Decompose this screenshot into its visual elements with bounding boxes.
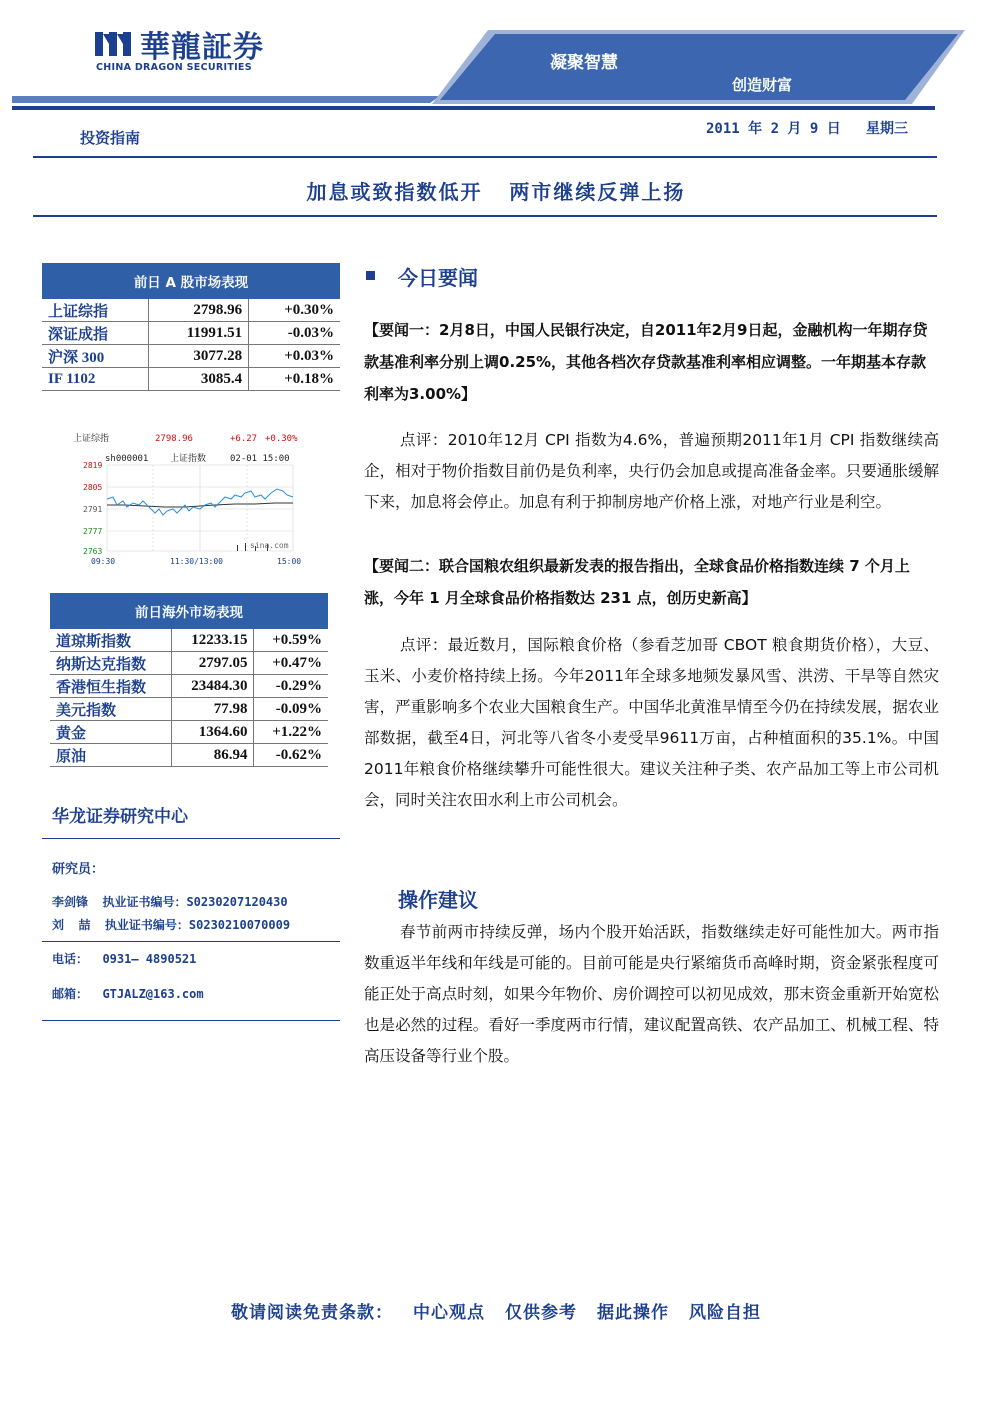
header-divider bbox=[33, 156, 937, 158]
market-change: +0.47% bbox=[254, 652, 328, 675]
table-row bbox=[50, 744, 328, 767]
market-name: 原油 bbox=[50, 744, 172, 767]
index-change: +0.03% bbox=[249, 345, 340, 368]
index-name: 沪深 300 bbox=[42, 345, 148, 368]
market-change: +0.59% bbox=[254, 629, 328, 652]
market-value: 77.98 bbox=[172, 698, 254, 721]
y-tick: 2805 bbox=[83, 483, 103, 492]
sidebar-divider bbox=[42, 838, 340, 839]
table-row bbox=[50, 675, 328, 698]
index-change: +0.18% bbox=[249, 368, 340, 391]
overseas-heading: 前日海外市场表现 bbox=[50, 593, 328, 629]
brand-name-en: CHINA DRAGON SECURITIES bbox=[96, 62, 252, 73]
y-tick: 2777 bbox=[83, 527, 103, 536]
page-title: 加息或致指数低开 两市继续反弹上扬 bbox=[306, 180, 686, 204]
y-tick: 2791 bbox=[83, 505, 103, 514]
table-row bbox=[50, 698, 328, 721]
chart-label-index: 上证综指 bbox=[73, 434, 110, 444]
news-item-1: 【要闻一：2月8日，中国人民银行决定，自2011年2月9日起，金融机构一年期存贷款基准利率分别上调0.25%，其他各档次存贷款基准利率相应调整。一年期基本存款利率为3.00%】 bbox=[364, 321, 928, 403]
email: 邮箱： GTJALZ@163.com bbox=[52, 987, 204, 1001]
index-change: -0.03% bbox=[249, 322, 340, 345]
market-name: 香港恒生指数 bbox=[50, 675, 172, 698]
section-bullet-icon bbox=[366, 271, 375, 280]
table-row bbox=[42, 368, 340, 391]
footer-part: 据此操作 bbox=[597, 1303, 669, 1323]
sidebar-divider bbox=[42, 1020, 340, 1021]
footer-part: 仅供参考 bbox=[505, 1303, 577, 1323]
x-tick: 09:30 bbox=[91, 557, 116, 566]
x-tick: 11:30/13:00 bbox=[170, 557, 223, 566]
index-value: 2798.96 bbox=[148, 299, 248, 322]
market-name: 黄金 bbox=[50, 721, 172, 744]
index-value: 3085.4 bbox=[148, 368, 248, 391]
index-value: 11991.51 bbox=[148, 322, 248, 345]
market-value: 86.94 bbox=[172, 744, 254, 767]
advice-heading: 操作建议 bbox=[398, 888, 478, 912]
researcher-2: 刘 喆 执业证书编号：S0230210070009 bbox=[52, 918, 291, 932]
market-name: 道琼斯指数 bbox=[50, 629, 172, 652]
chart-watermark: sina.com bbox=[250, 541, 289, 550]
sidebar-divider bbox=[42, 941, 340, 942]
market-change: +1.22% bbox=[254, 721, 328, 744]
overseas-table bbox=[50, 593, 328, 767]
chart-code: sh000001 bbox=[105, 454, 149, 464]
document-type: 投资指南 bbox=[80, 129, 141, 147]
footer-part: 中心观点 bbox=[413, 1303, 485, 1323]
a-share-heading: 前日 A 股市场表现 bbox=[42, 263, 340, 299]
index-value: 3077.28 bbox=[148, 345, 248, 368]
x-tick: 15:00 bbox=[277, 557, 302, 566]
dragon-logo-icon bbox=[95, 30, 135, 58]
market-name: 纳斯达克指数 bbox=[50, 652, 172, 675]
intraday-chart bbox=[55, 425, 303, 567]
chart-label-price: 2798.96 bbox=[155, 434, 193, 444]
index-change: +0.30% bbox=[249, 299, 340, 322]
researcher-1: 李剑锋 执业证书编号：S0230207120430 bbox=[52, 895, 288, 909]
y-tick: 2763 bbox=[83, 547, 103, 556]
researcher-label: 研究员： bbox=[52, 862, 105, 877]
table-row bbox=[50, 652, 328, 675]
phone: 电话： 0931— 4890521 bbox=[52, 952, 197, 966]
advice-text: 春节前两市持续反弹，场内个股开始活跃，指数继续走好可能性加大。两市指数重返半年线和年线是可能的。目前可能是央行紧缩货币高峰时期，资金紧张程度可能正处于高点时刻，如果今年物价、房价调控可以初见成效，那末资金重新开始宽松也是必然的过程。看好一季度两市行情，建议配置高铁、农产品加工、机械工程、特高压设备等行业个股。 bbox=[364, 923, 939, 1065]
chart-label-change: +6.27 bbox=[230, 434, 258, 444]
disclaimer-footer bbox=[0, 1298, 992, 1323]
chart-label-pct: +0.30% bbox=[265, 434, 298, 444]
slogan-1: 凝聚智慧 bbox=[550, 53, 618, 73]
market-change: -0.62% bbox=[254, 744, 328, 767]
document-date: 2011 年 2 月 9 日 星期三 bbox=[706, 121, 909, 137]
title-divider bbox=[33, 215, 937, 217]
market-value: 23484.30 bbox=[172, 675, 254, 698]
table-row bbox=[42, 299, 340, 322]
chart-datetime: 02-01 15:00 bbox=[230, 454, 290, 464]
news-heading: 今日要闻 bbox=[398, 266, 478, 290]
market-value: 1364.60 bbox=[172, 721, 254, 744]
table-row bbox=[42, 345, 340, 368]
news-comment-1: 点评：2010年12月 CPI 指数为4.6%，普遍预期2011年1月 CPI 指数继续高企，相对于物价指数目前仍是负利率，央行仍会加息或提高准备金率。只要通胀缓解下来，加息将会停止。加息有利于抑制房地产价格上涨，对地产行业是利空。 bbox=[364, 431, 940, 511]
y-tick: 2819 bbox=[83, 461, 103, 470]
index-name: IF 1102 bbox=[42, 368, 148, 391]
market-change: -0.29% bbox=[254, 675, 328, 698]
a-share-table bbox=[42, 263, 340, 391]
market-name: 美元指数 bbox=[50, 698, 172, 721]
footer-part: 风险自担 bbox=[689, 1303, 761, 1323]
chart-name: 上证指数 bbox=[170, 454, 207, 464]
market-value: 12233.15 bbox=[172, 629, 254, 652]
table-row bbox=[42, 322, 340, 345]
index-name: 深证成指 bbox=[42, 322, 148, 345]
brand-name-cn: 華龍証券 bbox=[140, 30, 264, 65]
news-item-2: 【要闻二：联合国粮农组织最新发表的报告指出，全球食品价格指数连续 7 个月上涨，今年 1 月全球食品价格指数达 231 点，创历史新高】 bbox=[364, 557, 910, 607]
table-row bbox=[50, 629, 328, 652]
news-comment-2: 点评：最近数月，国际粮食价格（参看芝加哥 CBOT 粮食期货价格），大豆、玉米、小麦价格持续上扬。今年2011年全球多地频发暴风雪、洪涝、干旱等自然灾害，严重影响多个农业大国粮食生产。中国华北黄淮旱情至今仍在持续发展，据农业部数据，截至4日，河北等八省冬小麦受旱9611万亩，占种植面积的35.1%。中国2011年粮食价格继续攀升可能性很大。建议关注种子类、农产品加工等上市公司机会，同时关注农田水利上市公司机会。 bbox=[364, 636, 939, 809]
index-name: 上证综指 bbox=[42, 299, 148, 322]
market-value: 2797.05 bbox=[172, 652, 254, 675]
footer-part: 敬请阅读免责条款： bbox=[231, 1303, 393, 1323]
market-change: -0.09% bbox=[254, 698, 328, 721]
research-center-name: 华龙证券研究中心 bbox=[52, 807, 188, 827]
slogan-2: 创造财富 bbox=[732, 76, 793, 94]
table-row bbox=[50, 721, 328, 744]
